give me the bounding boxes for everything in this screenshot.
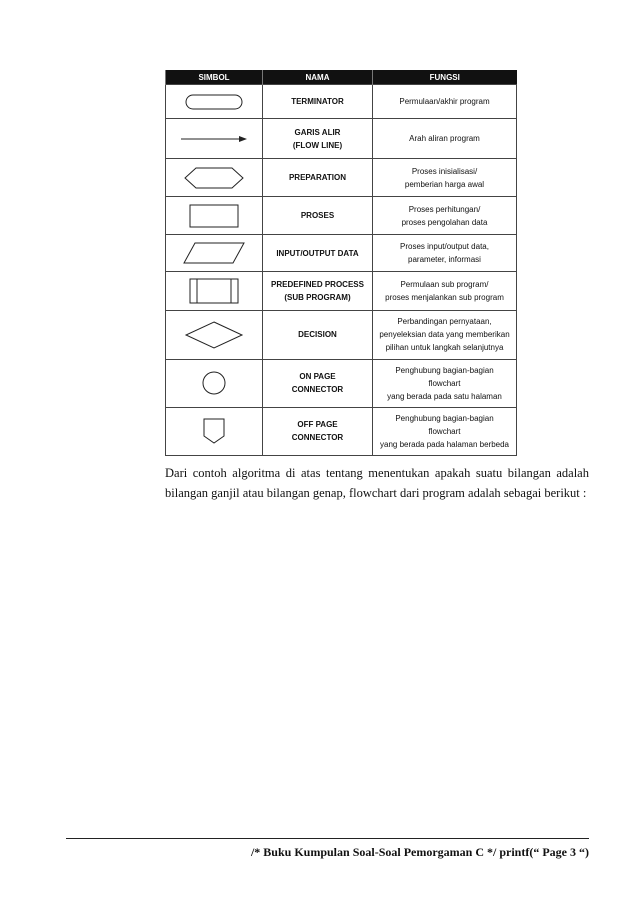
symbol-cell — [166, 119, 263, 159]
fungsi-line: Proses inisialisasi/ — [411, 166, 478, 176]
nama-cell — [263, 272, 373, 310]
symbol-cell — [166, 159, 263, 197]
fungsi-line: proses menjalankan sub program — [385, 293, 504, 302]
nama-cell — [263, 235, 373, 272]
table-row — [166, 85, 517, 119]
nama-line: PROSES — [300, 211, 335, 221]
symbol-cell — [166, 310, 263, 359]
fungsi-line: Proses perhitungan/ — [408, 204, 481, 214]
table-row — [166, 159, 517, 197]
fungsi-line: yang berada pada satu halaman — [387, 391, 502, 401]
symbol-cell — [166, 85, 263, 119]
hexagon-icon — [182, 165, 246, 191]
nama-cell — [263, 85, 373, 119]
header-nama: NAMA — [263, 70, 373, 85]
table-row — [166, 197, 517, 235]
diamond-icon — [184, 320, 244, 350]
parallelogram-icon — [181, 241, 247, 265]
header-simbol: SIMBOL — [166, 70, 263, 85]
fungsi-cell — [373, 85, 517, 119]
nama-cell — [263, 197, 373, 235]
fungsi-line: flowchart — [428, 426, 461, 436]
nama-line: CONNECTOR — [291, 385, 344, 395]
nama-line: TERMINATOR — [291, 97, 344, 107]
fungsi-line: pilihan untuk langkah selanjutnya — [385, 343, 504, 353]
nama-cell — [263, 359, 373, 407]
nama-cell — [263, 407, 373, 455]
fungsi-line: Arah aliran program — [409, 134, 480, 144]
nama-line: ON PAGE — [299, 372, 336, 382]
nama-cell — [263, 310, 373, 359]
table-row — [166, 310, 517, 359]
fungsi-line: Permulaan sub program/ — [400, 280, 489, 289]
fungsi-line: pemberian harga awal — [404, 179, 485, 189]
footer-divider — [66, 838, 589, 839]
fungsi-line: yang berada pada halaman berbeda — [380, 439, 509, 449]
circle-icon — [199, 369, 229, 397]
fungsi-cell — [373, 407, 517, 455]
fungsi-line: parameter, informasi — [408, 255, 481, 265]
fungsi-cell — [373, 197, 517, 235]
nama-line: GARIS ALIR — [294, 127, 341, 137]
fungsi-line: Penghubung bagian-bagian — [395, 413, 494, 423]
fungsi-cell — [373, 310, 517, 359]
fungsi-line: Permulaan/akhir program — [399, 97, 490, 107]
page-footer: /* Buku Kumpulan Soal-Soal Pemorgaman C */ printf(“ Page 3 “) — [250, 845, 589, 859]
fungsi-line: proses pengolahan data — [401, 217, 488, 227]
fungsi-cell — [373, 235, 517, 272]
fungsi-cell — [373, 272, 517, 310]
body-paragraph: Dari contoh algoritma di atas tentang menentukan apakah suatu bilangan adalah bilangan ganjil atau bilangan genap, flowchart dari program adalah sebagai berikut : — [165, 466, 589, 500]
symbol-cell — [166, 197, 263, 235]
fungsi-cell — [373, 359, 517, 407]
nama-line: PREDEFINED PROCESS — [271, 280, 364, 289]
symbol-cell — [166, 235, 263, 272]
fungsi-line: penyeleksian data yang memberikan — [379, 330, 510, 340]
table-row — [166, 119, 517, 159]
table-row — [166, 272, 517, 310]
fungsi-cell — [373, 119, 517, 159]
fungsi-line: flowchart — [428, 378, 461, 388]
nama-cell — [263, 119, 373, 159]
nama-line: CONNECTOR — [291, 433, 344, 443]
predefined-process-icon — [188, 277, 240, 305]
table-row — [166, 235, 517, 272]
nama-line: OFF PAGE — [297, 420, 338, 430]
flowchart-symbol-table — [165, 70, 517, 456]
nama-line: DECISION — [298, 330, 337, 340]
nama-line: (SUB PROGRAM) — [284, 293, 351, 302]
nama-line: INPUT/OUTPUT DATA — [276, 248, 359, 258]
rectangle-icon — [188, 203, 240, 229]
arrow-right-icon — [179, 133, 249, 145]
symbol-cell — [166, 407, 263, 455]
nama-cell — [263, 159, 373, 197]
nama-line: (FLOW LINE) — [292, 140, 343, 150]
fungsi-cell — [373, 159, 517, 197]
table-row — [166, 359, 517, 407]
off-page-connector-icon — [199, 416, 229, 446]
fungsi-line: Penghubung bagian-bagian — [395, 365, 494, 375]
terminator-icon — [184, 92, 244, 112]
symbol-cell — [166, 359, 263, 407]
symbol-cell — [166, 272, 263, 310]
fungsi-line: Proses input/output data, — [400, 242, 489, 252]
fungsi-line: Perbandingan pernyataan, — [397, 317, 492, 327]
nama-line: PREPARATION — [288, 173, 347, 183]
table-header-row — [166, 70, 517, 85]
table-row — [166, 407, 517, 455]
header-fungsi: FUNGSI — [373, 70, 517, 85]
